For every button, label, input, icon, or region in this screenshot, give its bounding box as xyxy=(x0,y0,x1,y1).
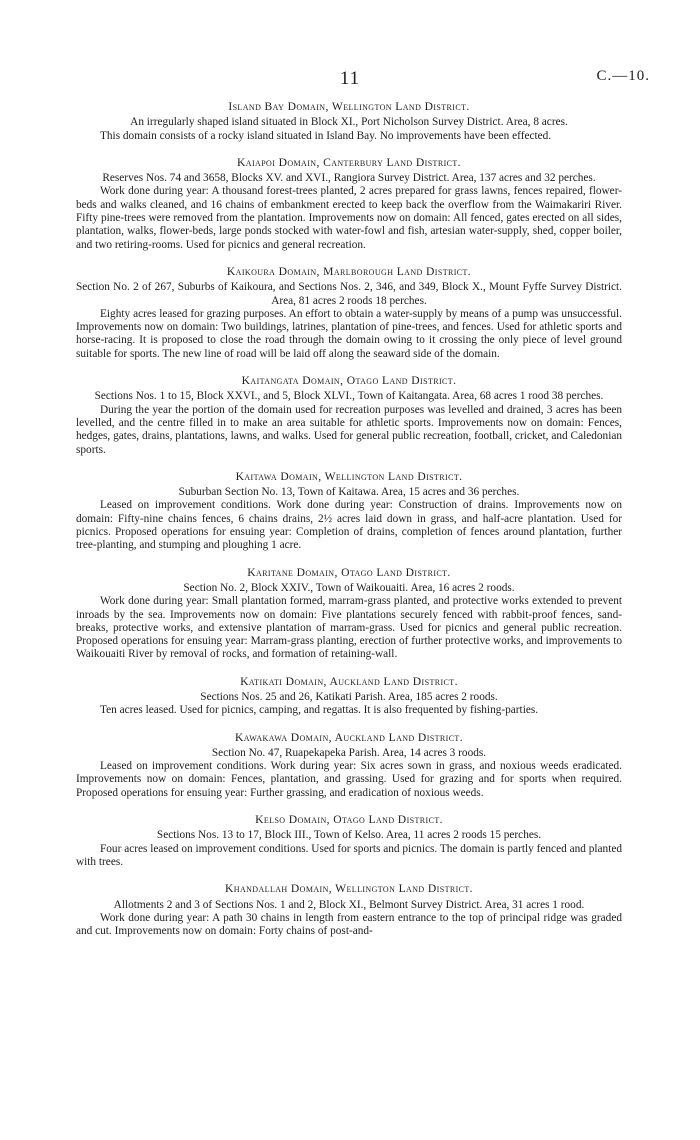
section-body: Leased on improvement conditions. Work done during year: Construction of drains. Improvements now on domain: Fifty-nine chains fences, 6 chains drains, 2½ acres laid down in grass, and half-acre plantation. Used for picnics. Proposed operations for ensuing year: Completion of drains, completion of fences around plantation, further tree-planting, and stumping and ploughing 1 acre. xyxy=(76,499,622,552)
section-heading: Kelso Domain, Otago Land District. xyxy=(255,813,443,827)
document-reference: C.—10. xyxy=(596,68,650,84)
section-location: Section No. 2, Block XXIV., Town of Waikouaiti. Area, 16 acres 2 roods. xyxy=(183,581,515,594)
section-heading: Khandallah Domain, Wellington Land District. xyxy=(225,882,473,896)
section-kaitangata-domain xyxy=(76,374,622,457)
section-kaiapoi-domain xyxy=(76,156,622,252)
section-heading: Island Bay Domain, Wellington Land District. xyxy=(228,100,470,113)
section-body: Work done during year: Small plantation formed, marram-grass planted, and protective works extended to prevent inroads by the sea. Improvements now on domain: Five plantations securely fenced with rabbit-proof fences, sand-breaks, protective works, and extensive plantation of marram-grass. Used for picnics and general public recreation. Proposed operations for ensuing year: Marram-grass planting, erection of further protective works, and improvements to Waikouaiti River by removal of rocks, and formation of retaining-wall. xyxy=(76,595,622,661)
section-heading: Kaiapoi Domain, Canterbury Land District. xyxy=(237,155,461,169)
section-location: Allotments 2 and 3 of Sections Nos. 1 and 2, Block XI., Belmont Survey District. Area, 31 acres 1 rood. xyxy=(113,898,585,911)
section-body: Four acres leased on improvement conditions. Used for sports and picnics. The domain is partly fenced and planted with trees. xyxy=(76,842,622,868)
section-body: Ten acres leased. Used for picnics, camping, and regattas. It is also frequented by fishing-parties. xyxy=(100,704,539,717)
section-heading: Kaitangata Domain, Otago Land District. xyxy=(241,374,457,388)
page-number: 11 xyxy=(339,68,361,89)
section-kaitawa-domain xyxy=(76,470,622,553)
section-location: Section No. 47, Ruapekapeka Parish. Area, 14 acres 3 roods. xyxy=(211,746,487,759)
section-location: Sections Nos. 25 and 26, Katikati Parish. Area, 185 acres 2 roods. xyxy=(200,690,498,703)
section-heading: Katikati Domain, Auckland Land District. xyxy=(240,674,458,688)
section-body: This domain consists of a rocky island situated in Island Bay. No improvements have been effected. xyxy=(100,129,552,142)
section-heading: Karitane Domain, Otago Land District. xyxy=(247,565,451,579)
section-kawakawa-domain xyxy=(76,731,622,800)
section-location: Section No. 2 of 267, Suburbs of Kaikoura, and Sections Nos. 2, 346, and 349, Block X., Mount Fyffe Survey District. Area, 81 acres 2 roods 18 perches. xyxy=(76,281,622,307)
page-content xyxy=(76,100,622,951)
section-katikati-domain xyxy=(76,675,622,718)
section-location: Sections Nos. 1 to 15, Block XXVI., and 5, Block XLVI., Town of Kaitangata. Area, 68 acres 1 rood 38 perches. xyxy=(94,390,604,403)
section-location: Suburban Section No. 13, Town of Kaitawa. Area, 15 acres and 36 perches. xyxy=(178,486,520,499)
section-location: Sections Nos. 13 to 17, Block III., Town of Kelso. Area, 11 acres 2 roods 15 perches. xyxy=(156,829,542,842)
section-khandallah-domain xyxy=(76,882,622,938)
section-body: Eighty acres leased for grazing purposes. An effort to obtain a water-supply by means of a pump was unsuccessful. Improvements now on domain: Two buildings, latrines, plantation of pine-trees, and fences. Used for athletic sports and horse-racing. It is proposed to close the road through the domain owing to it crossing the only piece of level ground suitable for sports. The new line of road will be laid off along the seaward side of the domain. xyxy=(76,307,622,360)
section-location: An irregularly shaped island situated in Block XI., Port Nicholson Survey District. Area, 8 acres. xyxy=(130,116,568,129)
section-heading: Kawakawa Domain, Auckland Land District. xyxy=(234,730,464,744)
section-body: Work done during year: A path 30 chains in length from eastern entrance to the top of principal ridge was graded and cut. Improvements now on domain: Forty chains of post-and- xyxy=(76,911,622,938)
section-body: Leased on improvement conditions. Work during year: Six acres sown in grass, and noxious weeds eradicated. Improvements now on domain: Fences, plantation, and grassing. Used for grazing and for sports when required. Proposed operations for ensuing year: Further grassing, and eradication of noxious weeds. xyxy=(76,760,622,799)
section-heading: Kaitawa Domain, Wellington Land District. xyxy=(235,469,463,483)
section-kelso-domain xyxy=(76,813,622,869)
section-body: During the year the portion of the domain used for recreation purposes was levelled and drained, 3 acres has been levelled, and the centre filled in to make an area suitable for athletic sports. Improvements now on domain: Fences, hedges, gates, drains, plantations, lawns, and walks. Used for general public recreation, football, cricket, and Caledonian sports. xyxy=(76,403,622,456)
section-kaikoura-domain xyxy=(76,265,622,361)
section-location: Reserves Nos. 74 and 3658, Blocks XV. and XVI., Rangiora Survey District. Area, 137 acres and 32 perches. xyxy=(102,172,596,185)
section-body: Work done during year: A thousand forest-trees planted, 2 acres prepared for grass lawns, fences repaired, flower-beds and walks cleaned, and 16 chains of embankment erected to keep back the overflow from the Waimakariri River. Fifty pine-trees were removed from the plantation. Improvements now on domain: All fenced, gates erected on all sides, plantation, walks, flower-beds, large ponds stocked with water-fowl and fish, artesian water-supply, shed, copper boiler, and two retiring-rooms. Used for picnics and general recreation. xyxy=(76,185,622,251)
section-heading: Kaikoura Domain, Marlborough Land District. xyxy=(226,264,472,278)
section-karitane-domain xyxy=(76,566,622,662)
section-island-bay-domain xyxy=(76,100,622,143)
